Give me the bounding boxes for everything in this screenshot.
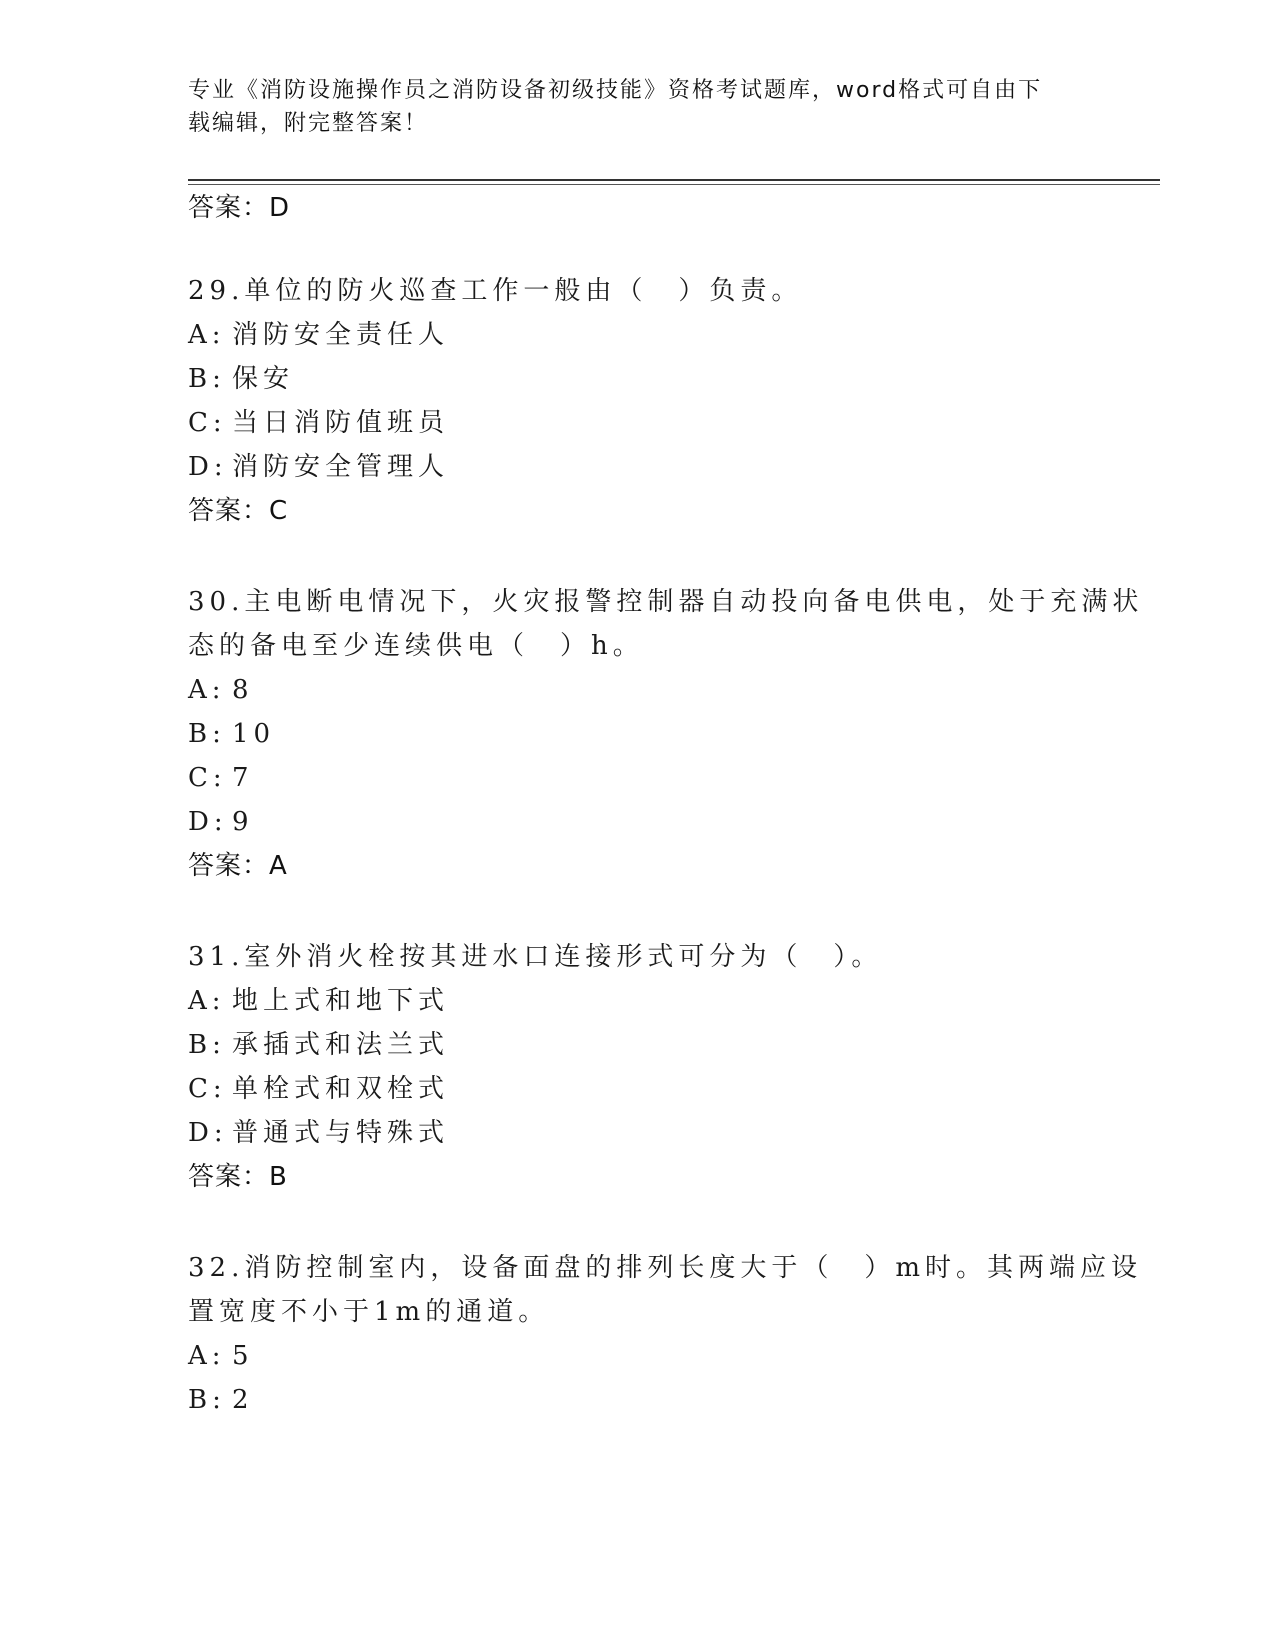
option-text: 保安: [232, 364, 295, 394]
option-letter: C:: [188, 408, 227, 438]
option-text: 9: [232, 807, 254, 837]
question-30-option-c: [188, 761, 254, 795]
option-text: 普通式与特殊式: [232, 1118, 450, 1148]
option-text: 承插式和法兰式: [232, 1030, 450, 1060]
question-30-stem-cont: 态的备电至少连续供电（ ）h。: [188, 631, 644, 661]
option-letter: A:: [188, 986, 226, 1016]
question-29-option-a: [188, 318, 449, 352]
option-text: 10: [232, 719, 276, 749]
question-30-answer: 答案：A: [188, 851, 288, 881]
question-32-stem-cont: 置宽度不小于1m的通道。: [188, 1297, 550, 1327]
question-31-option-b: [188, 1028, 449, 1062]
question-31-answer: 答案：B: [188, 1162, 288, 1192]
option-text: 消防安全责任人: [232, 320, 450, 350]
header-divider-thin: [188, 184, 1160, 185]
question-30-option-b: [188, 717, 275, 751]
question-31-option-a: [188, 984, 449, 1018]
header-divider: [188, 179, 1160, 181]
question-30-option-d: [188, 805, 254, 839]
question-31-stem: 31.室外消火栓按其进水口连接形式可分为（ ）。: [188, 942, 883, 972]
document-header: [188, 74, 1088, 140]
option-text: 单栓式和双栓式: [232, 1074, 450, 1104]
option-text: 8: [232, 675, 254, 705]
option-text: 7: [232, 763, 254, 793]
option-text: 当日消防值班员: [232, 408, 450, 438]
option-letter: D:: [188, 1118, 228, 1148]
question-30-stem: 30.主电断电情况下，火灾报警控制器自动投向备电供电，处于充满状: [188, 587, 1144, 617]
question-31-option-c: [188, 1072, 449, 1106]
option-letter: C:: [188, 1074, 227, 1104]
question-31-option-d: [188, 1116, 449, 1150]
question-32-option-a: [188, 1339, 254, 1373]
option-letter: C:: [188, 763, 227, 793]
previous-answer: 答案：D: [188, 193, 291, 223]
header-line-1: 专业《消防设施操作员之消防设备初级技能》资格考试题库，word格式可自由下: [188, 78, 1043, 103]
option-letter: B:: [188, 364, 226, 394]
option-letter: D:: [188, 452, 228, 482]
question-30-option-a: [188, 673, 254, 707]
question-29-option-d: [188, 450, 449, 484]
question-32-stem: 32.消防控制室内，设备面盘的排列长度大于（ ）m时。其两端应设: [188, 1253, 1143, 1283]
question-29-option-b: [188, 362, 294, 396]
option-text: 2: [232, 1385, 254, 1415]
header-line-2: 载编辑，附完整答案！: [188, 111, 429, 136]
option-letter: B:: [188, 719, 226, 749]
option-text: 消防安全管理人: [232, 452, 450, 482]
question-29-answer: 答案：C: [188, 496, 289, 526]
question-32-option-b: [188, 1383, 254, 1417]
option-letter: A:: [188, 320, 226, 350]
option-letter: D:: [188, 807, 228, 837]
option-letter: B:: [188, 1385, 226, 1415]
question-29-stem: 29.单位的防火巡查工作一般由（ ）负责。: [188, 276, 803, 306]
option-letter: A:: [188, 1341, 226, 1371]
option-text: 5: [232, 1341, 254, 1371]
option-text: 地上式和地下式: [232, 986, 450, 1016]
question-29-option-c: [188, 406, 449, 440]
option-letter: B:: [188, 1030, 226, 1060]
option-letter: A:: [188, 675, 226, 705]
